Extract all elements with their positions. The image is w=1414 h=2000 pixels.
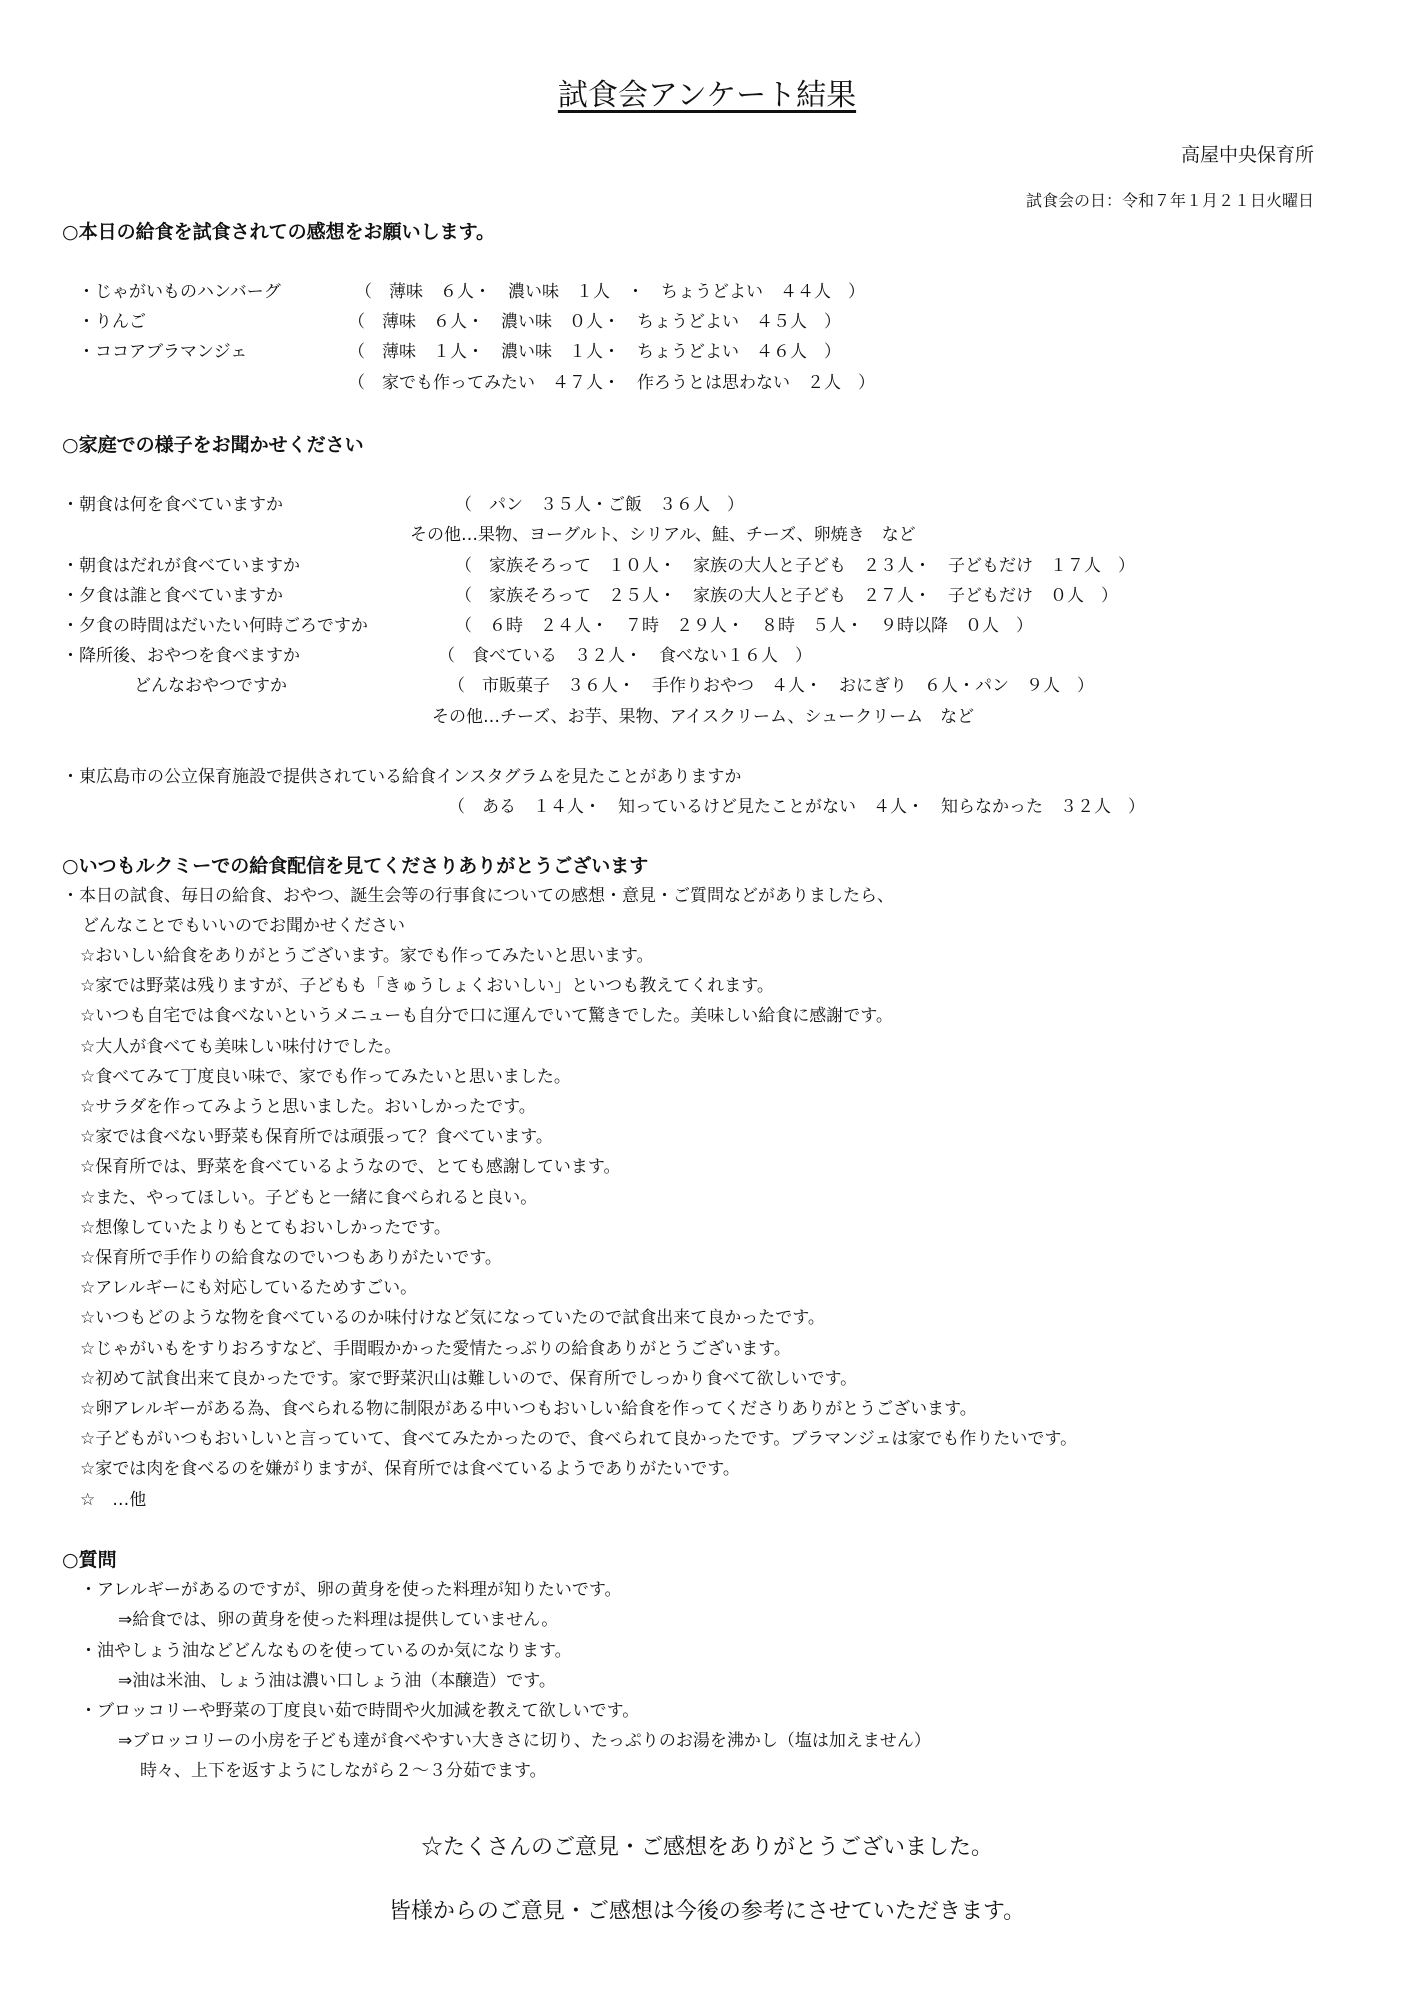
answer-line: ⇒ブロッコリーの小房を子ども達が食べやすい大きさに切り、たっぷりのお湯を沸かし（塩は加えません） — [118, 1731, 931, 1751]
question-line: ・ブロッコリーや野菜の丁度良い茹で時間や火加減を教えて欲しいです。 — [80, 1701, 640, 1721]
comment-line: ☆食べてみて丁度良い味で、家でも作ってみたいと思いました。 — [80, 1066, 571, 1087]
s2-row-value: その他…果物、ヨーグルト、シリアル、鮭、チーズ、卵焼き など — [410, 525, 916, 545]
comment-line: ☆おいしい給食をありがとうございます。家でも作ってみたいと思います。 — [80, 946, 654, 966]
comment-line: ☆いつもどのような物を食べているのか味付けなど気になっていたので試食出来て良かったです。 — [80, 1308, 825, 1329]
comment-line: ☆想像していたよりもとてもおいしかったです。 — [80, 1217, 451, 1238]
instagram-question: ・東広島市の公立保育施設で提供されている給食インスタグラムを見たことがありますか — [62, 767, 742, 787]
section1-heading: ○本日の給食を試食されての感想をお願いします。 — [62, 221, 496, 243]
s1-row-label: ・ココアブラマンジェ — [78, 342, 248, 362]
section3-heading: ○いつもルクミーでの給食配信を見てくださりありがとうございます — [62, 855, 649, 877]
s2-row-label: ・朝食はだれが食べていますか — [62, 556, 300, 576]
answer-line: ⇒給食では、卵の黄身を使った料理は提供していません。 — [118, 1610, 559, 1630]
s2-row-value: （ 市販菓子 ３６人・ 手作りおやつ ４人・ おにぎり ６人・パン ９人 ） — [448, 676, 1094, 696]
comment-line: ☆卵アレルギーがある為、食べられる物に制限がある中いつもおいしい給食を作ってくださりありがとうございます。 — [80, 1399, 977, 1419]
comment-line: ☆ …他 — [80, 1489, 147, 1510]
tasting-date: 試食会の日：令和７年１月２１日火曜日 — [1025, 191, 1314, 210]
s2-row-value: （ 食べている ３２人・ 食べない１６人 ） — [438, 646, 812, 666]
comment-line: ☆保育所では、野菜を食べているようなので、とても感謝しています。 — [80, 1157, 621, 1178]
instagram-answer: （ ある １４人・ 知っているけど見たことがない ４人・ 知らなかった ３２人 ） — [448, 797, 1145, 817]
s2-row-label: ・降所後、おやつを食べますか — [62, 646, 300, 666]
question-line: ・油やしょう油などどんなものを使っているのか気になります。 — [80, 1641, 572, 1661]
closing-note: 皆様からのご意見・ご感想は今後の参考にさせていただきます。 — [388, 1899, 1026, 1924]
comment-line: ☆家では食べない野菜も保育所では頑張って？食べています。 — [80, 1127, 553, 1148]
s1-row-value: （ 家でも作ってみたい ４７人・ 作ろうとは思わない ２人 ） — [348, 373, 875, 393]
section4-heading: ○質問 — [62, 1549, 117, 1571]
section3-intro: ・本日の試食、毎日の給食、おやつ、誕生会等の行事食についての感想・意見・ご質問などがありましたら、 — [62, 886, 894, 906]
s2-row-value: （ ６時 ２４人・ ７時 ２９人・ ８時 ５人・ ９時以降 ０人 ） — [455, 616, 1033, 636]
s1-row-value: （ 薄味 ６人・ 濃い味 １人 ・ ちょうどよい ４４人 ） — [355, 282, 865, 302]
s2-row-value: その他…チーズ、お芋、果物、アイスクリーム、シュークリーム など — [432, 707, 975, 727]
comment-line: ☆サラダを作ってみようと思いました。おいしかったです。 — [80, 1097, 536, 1117]
comment-line: ☆いつも自宅では食べないというメニューも自分で口に運んでいて驚きでした。美味しい給食に感謝です。 — [80, 1006, 893, 1027]
page-title: 試食会アンケート結果 — [557, 78, 857, 113]
s2-row-label: ・朝食は何を食べていますか — [62, 495, 283, 515]
answer-line: ⇒油は米油、しょう油は濃い口しょう油（本醸造）です。 — [118, 1671, 556, 1691]
question-line: ・アレルギーがあるのですが、卵の黄身を使った料理が知りたいです。 — [80, 1580, 622, 1600]
answer-line: 時々、上下を返すようにしながら２～３分茹でます。 — [140, 1761, 547, 1781]
s2-row-value: （ 家族そろって １０人・ 家族の大人と子ども ２３人・ 子どもだけ １７人 ） — [455, 556, 1135, 576]
s2-row-label: ・夕食は誰と食べていますか — [62, 586, 283, 606]
section2-heading: ○家庭での様子をお聞かせください — [62, 434, 364, 456]
s1-row-label: ・じゃがいものハンバーグ — [78, 282, 281, 302]
organization-name: 高屋中央保育所 — [1180, 144, 1314, 166]
s2-row-label: ・夕食の時間はだいたい何時ごろですか — [62, 616, 368, 636]
comment-line: ☆初めて試食出来て良かったです。家で野菜沢山は難しいので、保育所でしっかり食べて欲しいです。 — [80, 1368, 858, 1389]
comment-line: ☆家では肉を食べるのを嫌がりますが、保育所では食べているようでありがたいです。 — [80, 1459, 740, 1480]
s1-row-value: （ 薄味 ６人・ 濃い味 ０人・ ちょうどよい ４５人 ） — [348, 312, 841, 332]
comment-line: ☆また、やってほしい。子どもと一緒に食べられると良い。 — [80, 1187, 538, 1208]
s1-row-label: ・りんご — [78, 312, 146, 332]
comment-line: ☆じゃがいもをすりおろすなど、手間暇かかった愛情たっぷりの給食ありがとうございます。 — [80, 1338, 791, 1359]
comment-line: ☆大人が食べても美味しい味付けでした。 — [80, 1036, 402, 1057]
comment-line: ☆家では野菜は残りますが、子どもも「きゅうしょくおいしい」といつも教えてくれます。 — [80, 976, 774, 997]
s2-row-value: （ パン ３５人・ご飯 ３６人 ） — [455, 495, 744, 515]
s2-row-label: どんなおやつですか — [100, 676, 287, 696]
s1-row-value: （ 薄味 １人・ 濃い味 １人・ ちょうどよい ４６人 ） — [348, 342, 841, 362]
comment-line: ☆子どもがいつもおいしいと言っていて、食べてみたかったので、食べられて良かったです。ブラマンジェは家でも作りたいです。 — [80, 1429, 1078, 1450]
comment-line: ☆保育所で手作りの給食なのでいつもありがたいです。 — [80, 1248, 502, 1268]
s2-row-value: （ 家族そろって ２５人・ 家族の大人と子ども ２７人・ 子どもだけ ０人 ） — [455, 586, 1118, 606]
comment-line: ☆アレルギーにも対応しているためすごい。 — [80, 1278, 418, 1299]
section3-intro: どんなことでもいいのでお聞かせください — [82, 916, 405, 936]
closing-thanks: ☆たくさんのご意見・ご感想をありがとうございました。 — [420, 1835, 993, 1860]
